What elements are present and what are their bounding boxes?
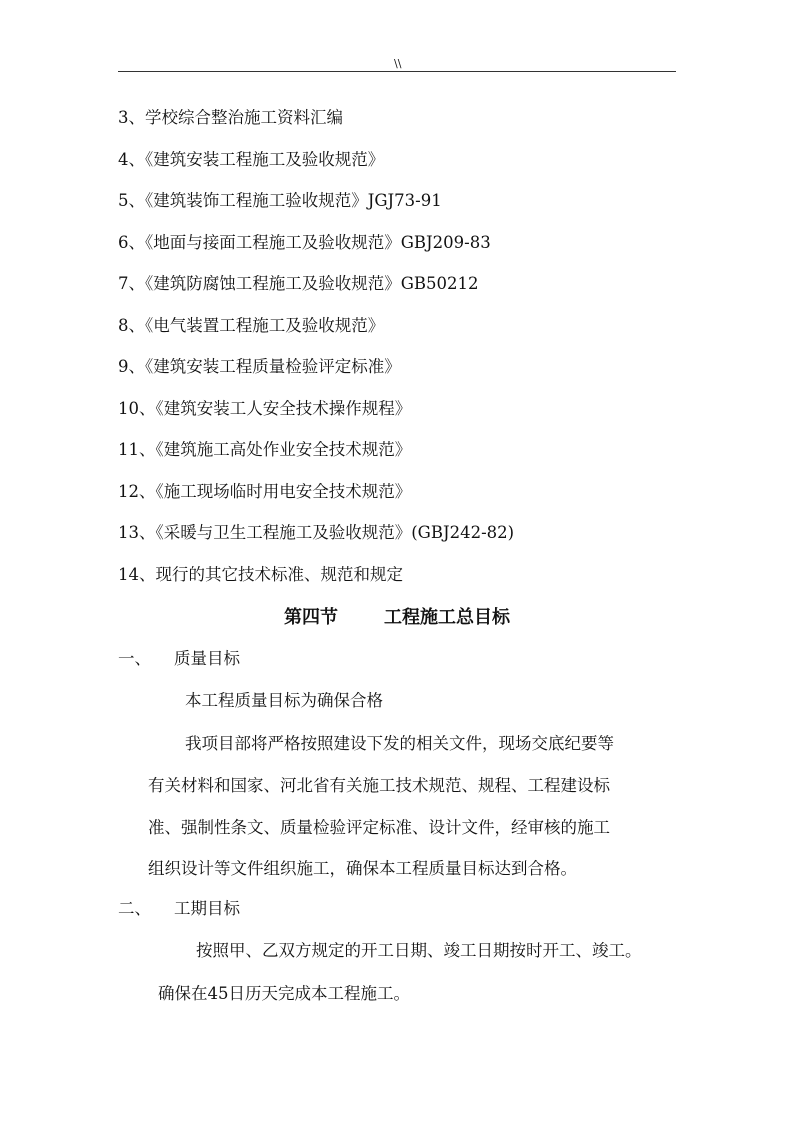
list-item: 12、《施工现场临时用电安全技术规范》 [118, 482, 412, 501]
schedule-paragraph-line: 按照甲、乙双方规定的开工日期、竣工日期按时开工、竣工。 [196, 941, 642, 960]
list-item: 8、《电气装置工程施工及验收规范》 [118, 316, 385, 335]
quality-subheading [118, 648, 240, 670]
list-item: 11、《建筑施工高处作业安全技术规范》 [118, 440, 412, 459]
schedule-paragraph-line: 确保在45日历天完成本工程施工。 [158, 984, 410, 1003]
header-mark: \\ [394, 57, 402, 70]
list-item: 5、《建筑装饰工程施工验收规范》JGJ73-91 [118, 191, 442, 210]
list-item: 10、《建筑安装工人安全技术操作规程》 [118, 399, 412, 418]
list-item: 3、学校综合整治施工资料汇编 [118, 108, 343, 127]
quality-goal: 本工程质量目标为确保合格 [185, 691, 383, 710]
list-item: 6、《地面与接面工程施工及验收规范》GBJ209-83 [118, 233, 491, 252]
section-title [0, 606, 794, 630]
quality-paragraph-line: 准、强制性条文、质量检验评定标准、设计文件，经审核的施工 [148, 818, 610, 837]
quality-paragraph-line: 有关材料和国家、河北省有关施工技术规范、规程、工程建设标 [148, 776, 610, 795]
list-item: 9、《建筑安装工程质量检验评定标准》 [118, 357, 401, 376]
section-heading: 工程施工总目标 [384, 607, 510, 628]
list-item: 4、《建筑安装工程施工及验收规范》 [118, 150, 385, 169]
section-label: 第四节 [284, 607, 338, 628]
list-item: 7、《建筑防腐蚀工程施工及验收规范》GB50212 [118, 274, 479, 293]
header-rule [118, 71, 676, 72]
quality-heading: 质量目标 [174, 649, 240, 668]
quality-number: 一、 [118, 649, 151, 668]
schedule-number: 二、 [118, 899, 151, 918]
quality-paragraph-line: 组织设计等文件组织施工，确保本工程质量目标达到合格。 [148, 859, 577, 878]
schedule-subheading [118, 898, 240, 920]
schedule-heading: 工期目标 [174, 899, 240, 918]
list-item: 13、《采暖与卫生工程施工及验收规范》(GBJ242-82) [118, 523, 515, 542]
list-item: 14、现行的其它技术标准、规范和规定 [118, 565, 403, 584]
quality-paragraph-line: 我项目部将严格按照建设下发的相关文件，现场交底纪要等 [185, 734, 614, 753]
